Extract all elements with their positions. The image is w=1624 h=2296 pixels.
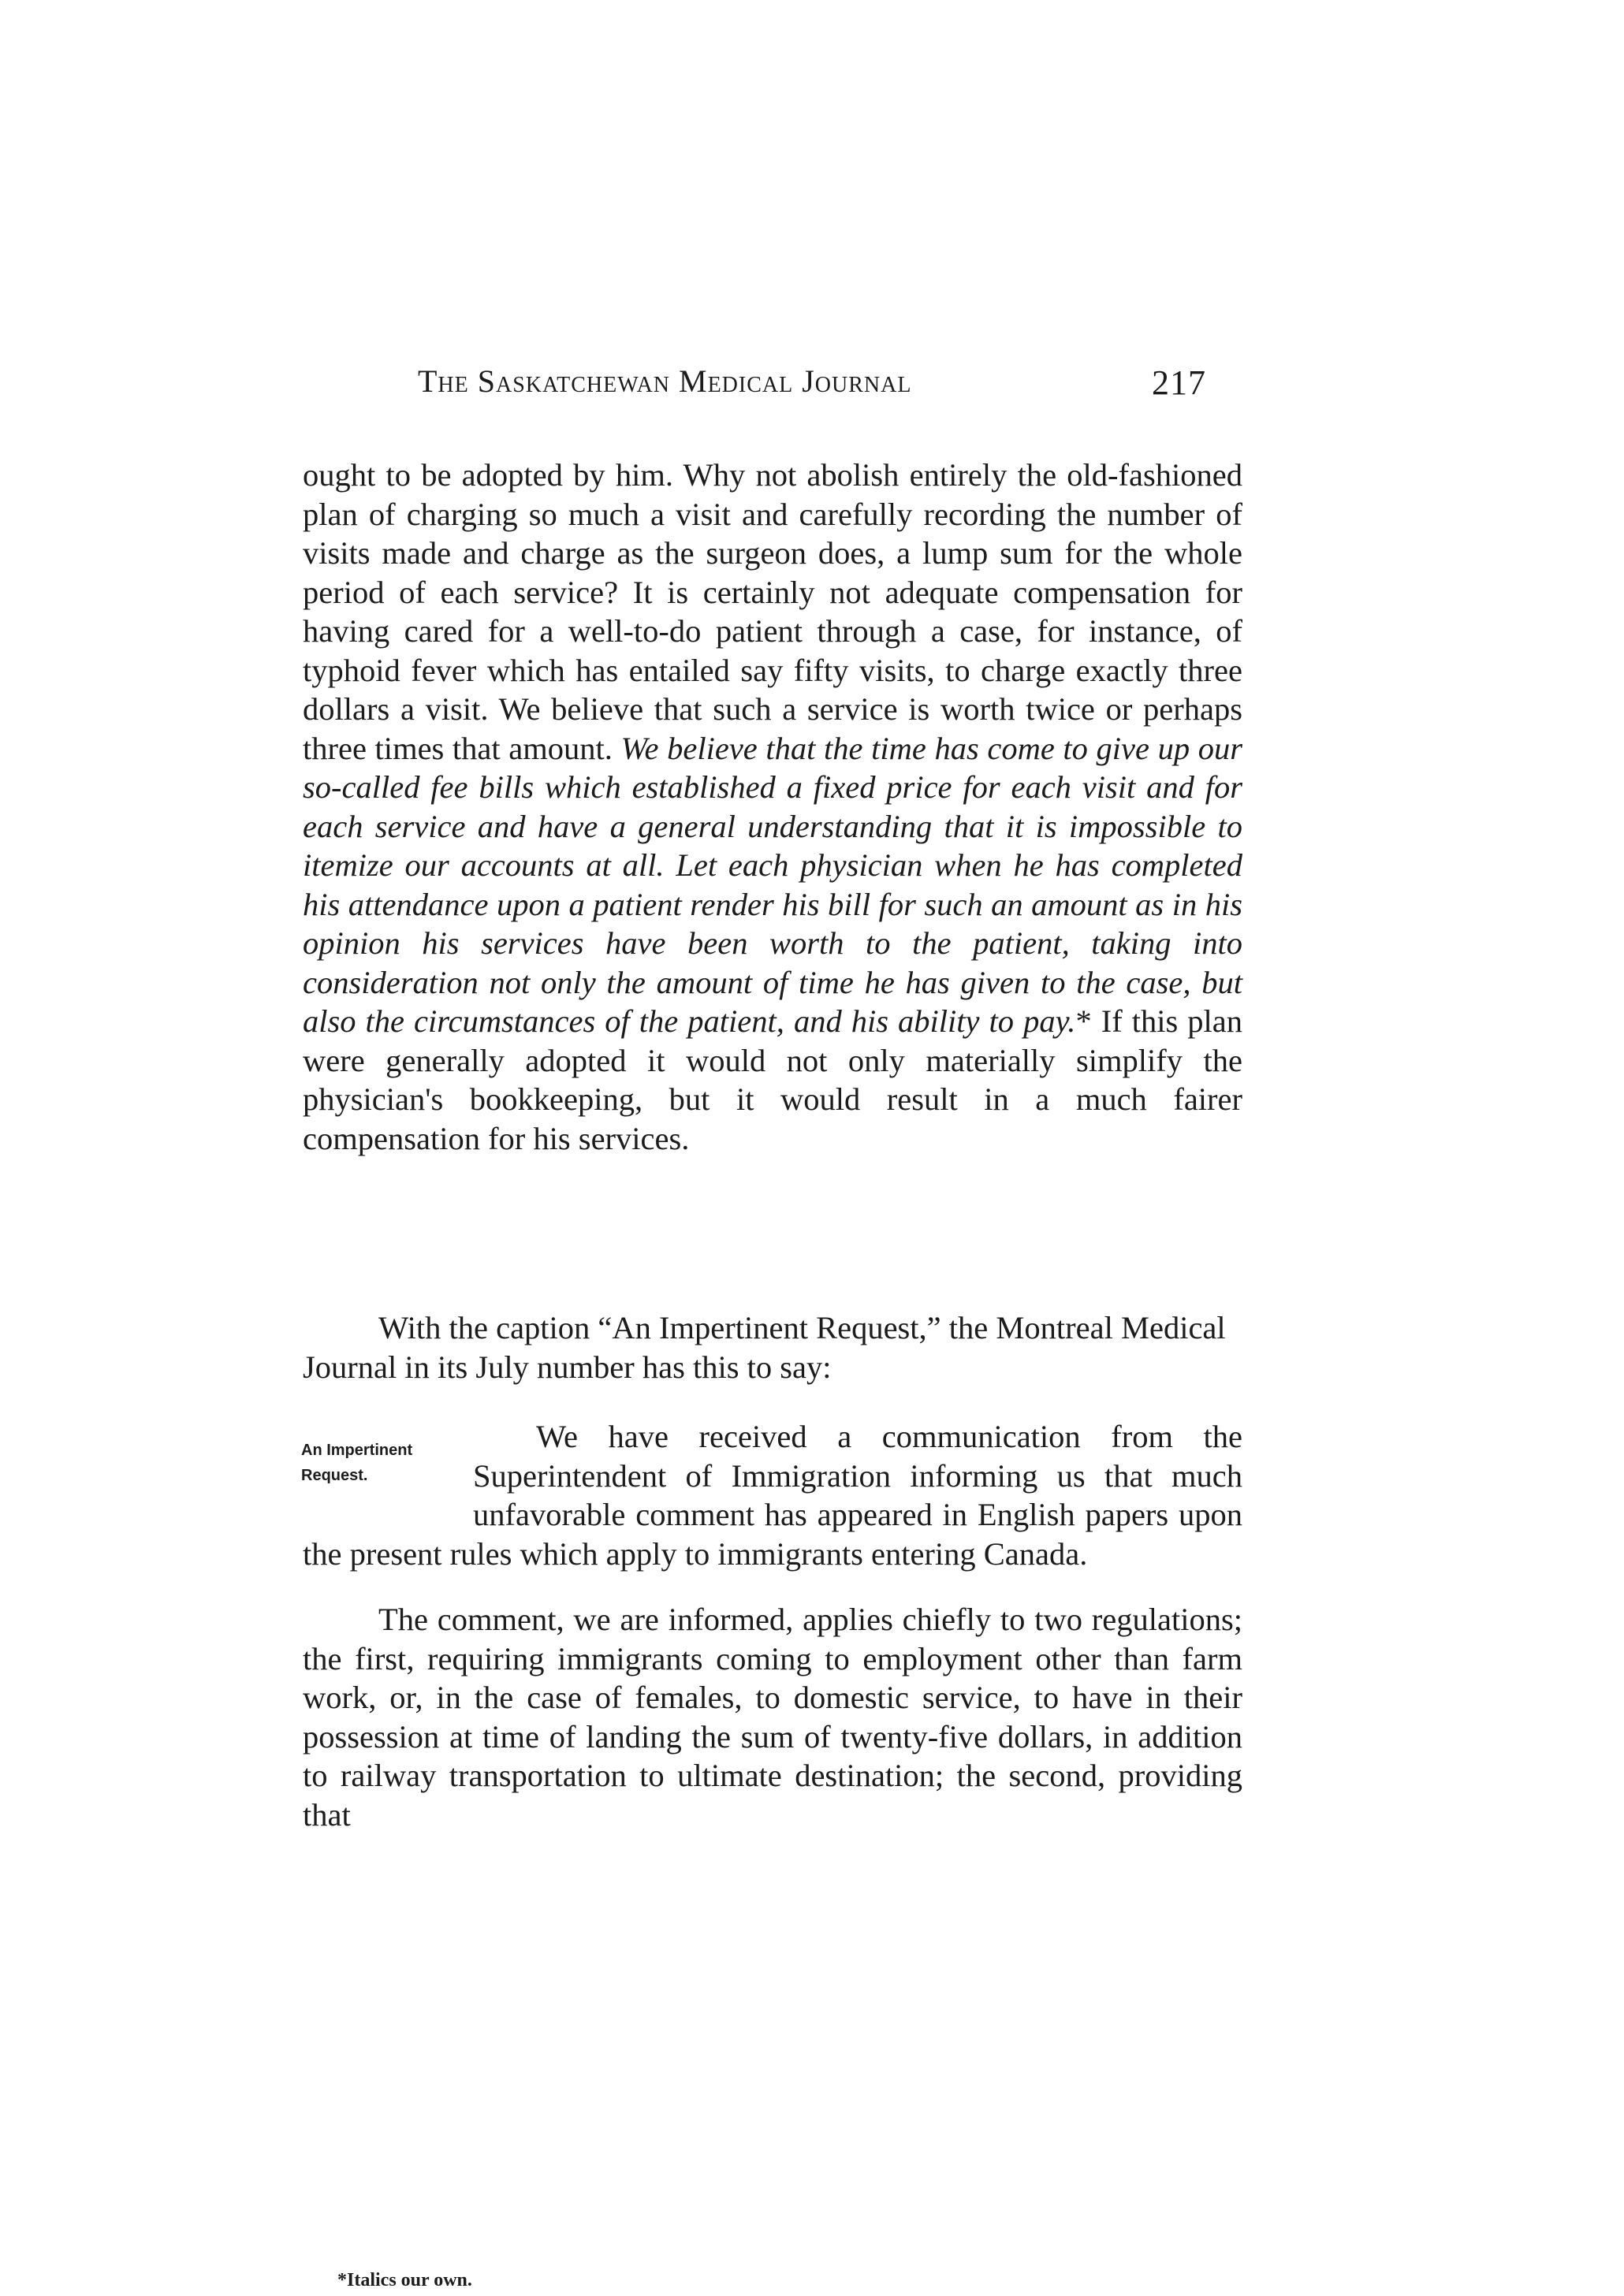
body-paragraph-2: [303, 1308, 1242, 1386]
quote-paragraph-2: The comment, we are informed, applies chiefly to two regulations; the first, requiring immigrants coming to employment other than farm work, or, in the case of females, to domestic service, to have in their possession at time of landing the sum of twenty-five dollars, in addition to railway transportation to ultimate destination; the second, providing that: [303, 1602, 1242, 1833]
journal-title: The Saskatchewan Medical Journal: [418, 363, 912, 399]
para1-italic-passage: We believe that the time has come to give up our so-called fee bills which established a fixed price for each visit and for each service and have a general understanding that it is impossible to itemize our accounts at all. Let each physician when he has completed his attendance upon a patient render his bill for such an amount as in his opinion his services have been worth to the patient, taking into consideration not only the amount of time he has given to the case, but also the circumstances of the patient, and his ability to pay.: [303, 730, 1242, 1039]
para2-text: With the caption “An Impertinent Request,” the Montreal Medical Journal in its July number has this to say:: [303, 1310, 1226, 1385]
body-paragraph-1: [303, 456, 1242, 1158]
side-note: An Impertinent Request.: [301, 1442, 413, 1484]
para1-plain-end: * If this plan were generally adopted it would not only materially simplify the physician's bookkeeping, but it would result in a much fairer compensation for his services.: [303, 1003, 1242, 1156]
footnote: *Italics our own.: [337, 2270, 472, 2290]
running-head: [418, 363, 1206, 410]
para1-plain-start: ought to be adopted by him. Why not abolish entirely the old-fashioned plan of charging so much a visit and carefully recording the number of visits made and charge as the surgeon does, a lump sum for the whole period of each service? It is certainly not adequate compensation for having cared for a well-to-do patient through a case, for instance, of typhoid fever which has entailed say fifty visits, to charge exactly three dollars a visit. We believe that such a service is worth twice or perhaps three times that amount.: [303, 457, 1242, 766]
page-number: 217: [1152, 363, 1206, 402]
quoted-excerpt: [303, 1417, 1242, 1834]
quote-paragraph-1-text: We have received a communication from the Superintendent of Immigration informing us that much unfavorable comment has appeared in English papers upon the present rules which apply to immigrants entering Canada.: [303, 1419, 1242, 1572]
